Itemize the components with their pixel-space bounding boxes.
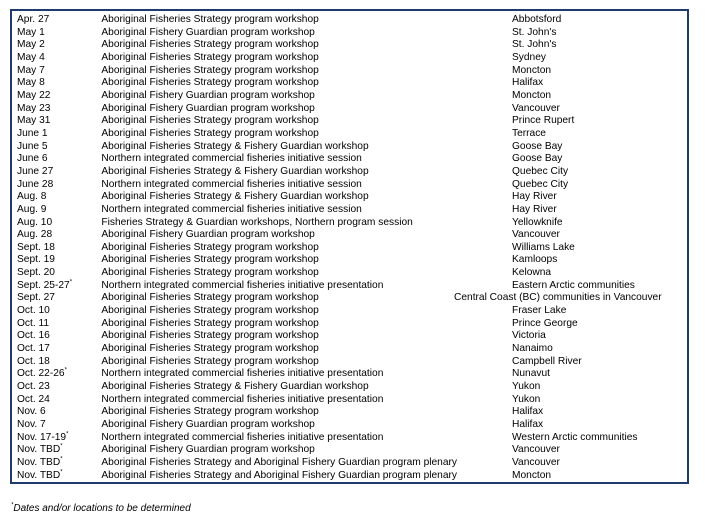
date-text: June 5: [17, 140, 48, 152]
location-cell: [457, 128, 687, 141]
location-cell: [454, 292, 687, 305]
location-text: Kamloops: [512, 254, 558, 266]
location-cell: [457, 52, 687, 65]
event-cell: Aboriginal Fisheries Strategy program workshop: [101, 330, 319, 342]
footnote: [11, 503, 191, 514]
date-text: June 27: [17, 165, 54, 177]
event-cell: Aboriginal Fisheries Strategy and Aboriginal Fishery Guardian program plenary: [101, 469, 457, 481]
date-cell: [17, 457, 101, 470]
location-text: Hay River: [512, 191, 557, 203]
table-row: [17, 77, 687, 90]
location-cell: [457, 254, 687, 267]
table-row: [17, 267, 687, 280]
date-text: Aug. 28: [17, 229, 53, 241]
location-text: Terrace: [512, 127, 546, 139]
schedule-table: [17, 14, 687, 482]
location-text: Nunavut: [512, 368, 550, 380]
location-text: Moncton: [512, 64, 552, 76]
table-row: [17, 217, 687, 230]
date-text: June 6: [17, 153, 48, 165]
location-cell: [457, 242, 687, 255]
date-cell: [17, 242, 101, 255]
date-cell: [17, 141, 101, 154]
table-row: [17, 115, 687, 128]
table-row: [17, 90, 687, 103]
date-text: Sept. 20: [17, 267, 55, 279]
table-row: [17, 280, 687, 293]
location-text: Central Coast (BC) communities in Vancouver: [454, 292, 662, 304]
event-cell: Aboriginal Fishery Guardian program workshop: [101, 26, 315, 38]
event-cell: Aboriginal Fisheries Strategy program workshop: [101, 254, 319, 266]
location-cell: [457, 343, 687, 356]
location-cell: [457, 330, 687, 343]
date-cell: [17, 52, 101, 65]
date-cell: [17, 419, 101, 432]
date-cell: [17, 179, 101, 192]
location-text: Western Arctic communities: [512, 431, 638, 443]
event-cell: Aboriginal Fishery Guardian program workshop: [101, 419, 315, 430]
date-cell: [17, 254, 101, 267]
location-text: Eastern Arctic communities: [512, 279, 635, 291]
date-cell: [17, 39, 101, 52]
event-cell: Aboriginal Fisheries Strategy & Fishery Guardian workshop: [101, 191, 369, 203]
tbd-mark: *: [66, 431, 69, 438]
event-cell: Aboriginal Fisheries Strategy program workshop: [101, 39, 319, 51]
location-cell: [457, 406, 687, 419]
tbd-mark: *: [69, 279, 73, 286]
location-cell: [457, 141, 687, 154]
location-text: Vancouver: [512, 102, 560, 114]
date-text: Oct. 11: [17, 317, 50, 329]
location-text: Goose Bay: [512, 140, 563, 152]
location-cell: [457, 457, 687, 470]
location-text: Halifax: [512, 406, 544, 418]
location-text: St. John's: [512, 39, 557, 51]
tbd-mark: *: [60, 456, 63, 463]
event-cell: Aboriginal Fisheries Strategy program workshop: [101, 51, 319, 63]
location-cell: [457, 179, 687, 192]
location-cell: [457, 90, 687, 103]
event-cell: Aboriginal Fisheries Strategy program workshop: [101, 355, 319, 367]
table-row: [17, 254, 687, 267]
event-cell: Aboriginal Fisheries Strategy program workshop: [101, 317, 319, 329]
location-text: Campbell River: [512, 355, 582, 367]
location-text: Fraser Lake: [512, 305, 567, 317]
event-cell: Aboriginal Fisheries Strategy program workshop: [101, 305, 319, 317]
location-text: Abbotsford: [512, 14, 562, 25]
tbd-mark: *: [60, 469, 63, 476]
location-text: Prince Rupert: [512, 115, 575, 127]
event-cell: Aboriginal Fisheries Strategy program workshop: [101, 14, 319, 25]
table-row: [17, 368, 687, 381]
location-cell: [457, 267, 687, 280]
event-cell: Aboriginal Fisheries Strategy program workshop: [101, 115, 319, 127]
date-cell: [17, 343, 101, 356]
date-text: Oct. 24: [17, 393, 50, 405]
event-cell: Northern integrated commercial fisheries initiative presentation: [101, 368, 384, 380]
location-cell: [457, 381, 687, 394]
location-text: Nanaimo: [512, 343, 553, 355]
date-cell: [17, 381, 101, 394]
footnote-mark: *: [11, 502, 14, 509]
date-text: June 1: [17, 127, 48, 139]
date-cell: [17, 191, 101, 204]
date-cell: [17, 280, 101, 293]
event-cell: Aboriginal Fisheries Strategy program workshop: [101, 241, 319, 253]
location-text: Quebec City: [512, 165, 569, 177]
date-text: Nov. 6: [17, 406, 46, 418]
table-row: [17, 128, 687, 141]
schedule-table-frame: [10, 9, 689, 484]
event-cell: Aboriginal Fisheries Strategy program workshop: [101, 343, 319, 355]
location-cell: [457, 65, 687, 78]
event-cell: Aboriginal Fisheries Strategy program workshop: [101, 292, 319, 304]
tbd-mark: *: [60, 443, 63, 450]
table-row: [17, 419, 687, 432]
location-cell: [457, 153, 687, 166]
location-cell: [457, 280, 687, 293]
location-text: Yukon: [512, 393, 541, 405]
date-cell: [17, 65, 101, 78]
table-row: [17, 305, 687, 318]
date-cell: [17, 318, 101, 331]
location-cell: [457, 356, 687, 369]
location-text: Halifax: [512, 77, 544, 89]
schedule-table-body: [17, 14, 687, 482]
location-cell: [457, 39, 687, 52]
table-row: [17, 166, 687, 179]
date-text: May 7: [17, 64, 45, 76]
date-text: May 1: [17, 26, 45, 38]
date-cell: [17, 217, 101, 230]
table-row: [17, 52, 687, 65]
date-text: May 4: [17, 51, 45, 63]
table-row: [17, 27, 687, 40]
footnote-text: Dates and/or locations to be determined: [13, 503, 191, 514]
location-cell: [457, 470, 687, 483]
location-cell: [457, 115, 687, 128]
event-cell: Northern integrated commercial fisheries initiative session: [101, 153, 362, 165]
event-cell: Aboriginal Fishery Guardian program workshop: [101, 102, 315, 114]
date-text: Aug. 8: [17, 191, 47, 203]
table-row: [17, 103, 687, 116]
event-cell: Aboriginal Fisheries Strategy program workshop: [101, 127, 319, 139]
date-cell: [17, 166, 101, 179]
event-cell: Aboriginal Fisheries Strategy & Fishery Guardian workshop: [101, 165, 369, 177]
table-row: [17, 179, 687, 192]
location-cell: [457, 166, 687, 179]
location-text: Sydney: [512, 51, 546, 63]
date-cell: [17, 229, 101, 242]
event-cell: Aboriginal Fisheries Strategy program workshop: [101, 77, 319, 89]
date-text: May 8: [17, 77, 45, 89]
location-text: Hay River: [512, 203, 557, 215]
event-cell: Aboriginal Fisheries Strategy and Aboriginal Fishery Guardian program plenary: [101, 456, 457, 468]
table-row: [17, 444, 687, 457]
date-text: Apr. 27: [17, 14, 50, 25]
table-row: [17, 242, 687, 255]
date-cell: [17, 444, 101, 457]
date-cell: [17, 27, 101, 40]
date-text: Aug. 10: [17, 216, 53, 228]
location-cell: [457, 229, 687, 242]
location-cell: [457, 204, 687, 217]
location-text: Kelowna: [512, 267, 552, 279]
location-text: St. John's: [512, 26, 557, 38]
location-text: Moncton: [512, 89, 552, 101]
date-text: June 28: [17, 178, 54, 190]
event-cell: Aboriginal Fisheries Strategy program workshop: [101, 406, 319, 418]
event-cell: Aboriginal Fisheries Strategy & Fishery Guardian workshop: [101, 140, 369, 152]
date-text: Oct. 22-26: [17, 368, 65, 380]
date-cell: [17, 153, 101, 166]
event-cell: Aboriginal Fisheries Strategy & Fishery Guardian workshop: [101, 381, 369, 393]
location-text: Prince George: [512, 317, 578, 329]
table-row: [17, 330, 687, 343]
event-cell: Northern integrated commercial fisheries initiative session: [101, 178, 362, 190]
event-cell: Northern integrated commercial fisheries initiative presentation: [101, 279, 384, 291]
location-cell: [457, 27, 687, 40]
date-text: Oct. 18: [17, 355, 50, 367]
location-cell: [457, 432, 687, 445]
date-cell: [17, 305, 101, 318]
date-cell: [17, 406, 101, 419]
table-row: [17, 432, 687, 445]
location-cell: [457, 103, 687, 116]
event-cell: Northern integrated commercial fisheries initiative presentation: [101, 393, 384, 405]
date-cell: [17, 330, 101, 343]
location-text: Yellowknife: [512, 216, 563, 228]
table-row: [17, 292, 687, 305]
table-row: [17, 14, 687, 27]
date-cell: [17, 267, 101, 280]
date-cell: [17, 394, 101, 407]
location-text: Moncton: [512, 469, 552, 481]
date-text: May 22: [17, 89, 51, 101]
event-cell: Northern integrated commercial fisheries initiative session: [101, 203, 362, 215]
location-text: Vancouver: [512, 456, 560, 468]
location-text: Victoria: [512, 330, 546, 342]
date-text: Nov. TBD: [17, 444, 61, 456]
date-text: Aug. 9: [17, 203, 47, 215]
date-cell: [17, 368, 101, 381]
location-cell: [457, 217, 687, 230]
date-text: Nov. 17-19: [17, 431, 67, 443]
date-text: Oct. 10: [17, 305, 50, 317]
event-cell: Aboriginal Fishery Guardian program workshop: [101, 229, 315, 241]
table-row: [17, 39, 687, 52]
location-text: Vancouver: [512, 444, 560, 456]
date-text: May 23: [17, 102, 51, 114]
date-text: May 2: [17, 39, 45, 51]
location-cell: [457, 419, 687, 432]
table-row: [17, 470, 687, 483]
location-text: Williams Lake: [512, 241, 575, 253]
date-text: Nov. 7: [17, 419, 46, 430]
event-cell: Aboriginal Fisheries Strategy program workshop: [101, 64, 319, 76]
location-cell: [457, 318, 687, 331]
date-text: Sept. 27: [17, 292, 55, 304]
date-text: Sept. 19: [17, 254, 55, 266]
event-cell: Aboriginal Fisheries Strategy program workshop: [101, 267, 319, 279]
table-row: [17, 381, 687, 394]
table-row: [17, 343, 687, 356]
date-text: Sept. 25-27: [17, 279, 70, 291]
date-text: Nov. TBD: [17, 456, 61, 468]
location-cell: [457, 305, 687, 318]
location-text: Vancouver: [512, 229, 560, 241]
table-row: [17, 153, 687, 166]
location-cell: [457, 394, 687, 407]
location-text: Quebec City: [512, 178, 569, 190]
location-cell: [457, 14, 687, 27]
event-cell: Aboriginal Fishery Guardian program workshop: [101, 89, 315, 101]
date-cell: [17, 356, 101, 369]
table-row: [17, 356, 687, 369]
location-cell: [457, 77, 687, 90]
table-row: [17, 141, 687, 154]
location-text: Halifax: [512, 419, 544, 430]
event-cell: Fisheries Strategy & Guardian workshops, Northern program session: [101, 216, 413, 228]
date-text: May 31: [17, 115, 51, 127]
date-text: Nov. TBD: [17, 469, 61, 481]
table-row: [17, 229, 687, 242]
date-text: Sept. 18: [17, 241, 55, 253]
table-row: [17, 65, 687, 78]
location-cell: [457, 368, 687, 381]
date-text: Oct. 17: [17, 343, 50, 355]
table-row: [17, 318, 687, 331]
date-cell: [17, 77, 101, 90]
location-text: Yukon: [512, 381, 541, 393]
date-cell: [17, 292, 101, 305]
date-cell: [17, 432, 101, 445]
date-cell: [17, 14, 101, 27]
table-row: [17, 191, 687, 204]
table-row: [17, 457, 687, 470]
date-text: Oct. 16: [17, 330, 50, 342]
date-cell: [17, 90, 101, 103]
date-cell: [17, 103, 101, 116]
table-row: [17, 406, 687, 419]
date-cell: [17, 128, 101, 141]
event-cell: Aboriginal Fishery Guardian program workshop: [101, 444, 315, 456]
location-cell: [457, 191, 687, 204]
date-text: Oct. 23: [17, 381, 50, 393]
table-row: [17, 204, 687, 217]
location-cell: [457, 444, 687, 457]
date-cell: [17, 204, 101, 217]
tbd-mark: *: [64, 367, 67, 374]
table-row: [17, 394, 687, 407]
location-text: Goose Bay: [512, 153, 563, 165]
date-cell: [17, 470, 101, 483]
date-cell: [17, 115, 101, 128]
event-cell: Northern integrated commercial fisheries initiative presentation: [101, 431, 384, 443]
